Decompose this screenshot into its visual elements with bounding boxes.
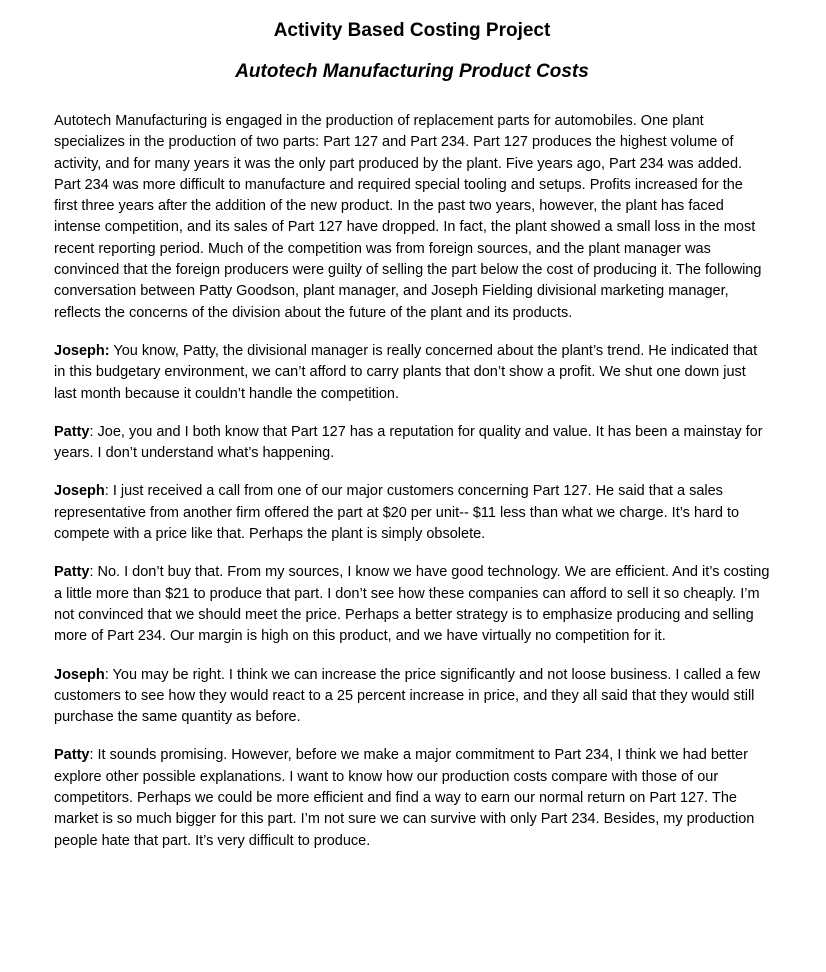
dialogue-text: You know, Patty, the divisional manager is really concerned about the plant’s trend. He indicated that in this budgetary environment, we can’t afford to carry plants that don’t show a profit. We shut one down just last month because it couldn’t handle the competition. bbox=[54, 342, 758, 402]
speaker-name: Patty bbox=[54, 564, 90, 581]
dialogue-paragraph bbox=[54, 481, 770, 545]
dialogue-text: : I just received a call from one of our major customers concerning Part 127. He said that a sales representative from another firm offered the part at $20 per unit-- $11 less than what we charge. It’s hard to compete with a price like that. Perhaps the plant is simply obsolete. bbox=[54, 483, 740, 543]
speaker-name: Patty bbox=[54, 423, 90, 440]
dialogue-text: : You may be right. I think we can increase the price significantly and not loose business. I called a few customers to see how they would react to a 25 percent increase in price, and they all said that they would still purchase the same quantity as before. bbox=[54, 666, 761, 726]
document-title: Activity Based Costing Project bbox=[273, 20, 551, 41]
speaker-name: Joseph bbox=[54, 483, 105, 500]
speaker-name: Joseph: bbox=[54, 342, 110, 359]
dialogue-paragraph bbox=[54, 665, 770, 729]
dialogue-paragraph bbox=[54, 341, 770, 405]
dialogue-paragraph bbox=[54, 562, 770, 647]
document-page bbox=[54, 18, 770, 852]
dialogue-paragraph bbox=[54, 422, 770, 465]
dialogue-paragraph bbox=[54, 745, 770, 851]
document-subtitle: Autotech Manufacturing Product Costs bbox=[235, 61, 589, 82]
dialogue-text: : It sounds promising. However, before we make a major commitment to Part 234, I think we had better explore other possible explanations. I want to know how our production costs compare with those of our competitors. Perhaps we could be more efficient and find a way to earn our normal return on Part 127. The market is so much bigger for this part. I’m not sure we can survive with only Part 234. Besides, my production people hate that part. It’s very difficult to produce. bbox=[54, 747, 755, 849]
speaker-name: Joseph bbox=[54, 666, 105, 683]
speaker-name: Patty bbox=[54, 747, 90, 764]
intro-paragraph: Autotech Manufacturing is engaged in the production of replacement parts for automobiles. One plant specializes in the production of two parts: Part 127 and Part 234. Part 127 produces the highest volume of activity, and for many years it was the only part produced by the plant. Five years ago, Part 234 was added. Part 234 was more difficult to manufacture and required special tooling and setups. Profits increased for the first three years after the addition of the new product. In the past two years, however, the plant has faced intense competition, and its sales of Part 127 have dropped. In fact, the plant showed a small loss in the most recent reporting period. Much of the competition was from foreign sources, and the plant manager was convinced that the foreign producers were guilty of selling the part below the cost of producing it. The following conversation between Patty Goodson, plant manager, and Joseph Fielding divisional marketing manager, reflects the concerns of the division about the future of the plant and its products. bbox=[54, 113, 762, 321]
dialogue-text: : No. I don’t buy that. From my sources, I know we have good technology. We are efficient. And it’s costing a little more than $21 to produce that part. I don’t see how these companies can afford to sell it so cheaply. I’m not convinced that we should meet the price. Perhaps a better strategy is to emphasize producing and selling more of Part 234. Our margin is high on this product, and we have virtually no competition for it. bbox=[54, 564, 770, 645]
dialogue-text: : Joe, you and I both know that Part 127 has a reputation for quality and value. It has been a mainstay for years. I don’t understand what’s happening. bbox=[54, 423, 763, 462]
